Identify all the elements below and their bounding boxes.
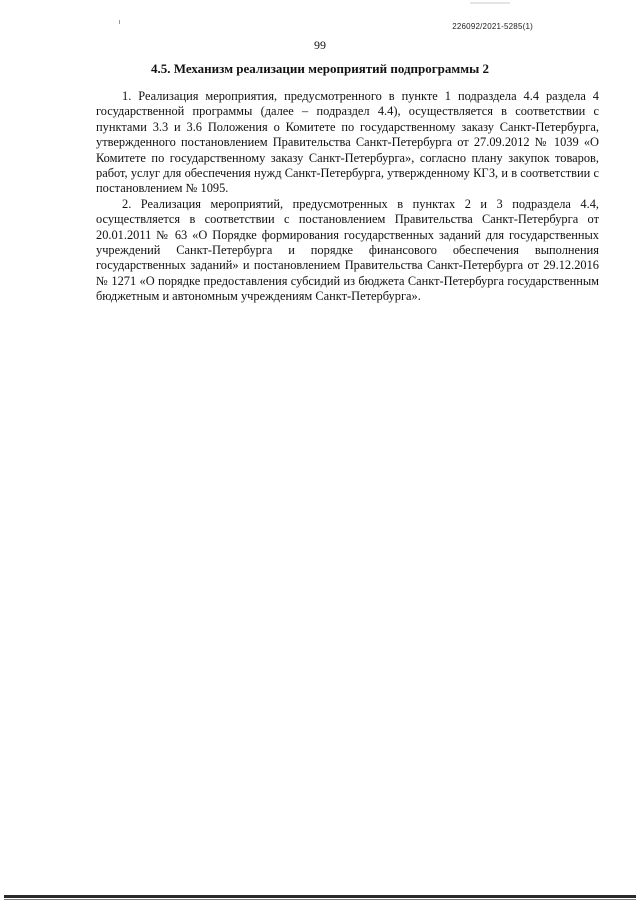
page-number: 99 bbox=[314, 38, 326, 52]
paragraph-2: 2. Реализация мероприятий, предусмотренных в пунктах 2 и 3 подраздела 4.4, осуществляется в соответствии с постановлением Правительства Санкт-Петербурга от 20.01.2011 № 63 «О Порядке формирования государственных заданий для государственных учреждений Санкт-Петербурга и порядке финансового обеспечения выполнения государственных заданий» и постановлением Правительства Санкт-Петербурга от 29.12.2016 № 1271 «О порядке предоставления субсидий из бюджета Санкт-Петербурга государственным бюджетным и автономным учреждениям Санкт-Петербурга». bbox=[96, 196, 599, 304]
document-id: 226092/2021-5285(1) bbox=[452, 22, 533, 31]
paragraph-1: 1. Реализация мероприятия, предусмотренного в пункте 1 подраздела 4.4 раздела 4 государственной программы (далее – подраздел 4.4), осуществляется в соответствии с пунктами 3.3 и 3.6 Положения о Комитете по государственному заказу Санкт-Петербурга, утвержденного постановлением Правительства Санкт-Петербурга от 27.09.2012 № 1039 «О Комитете по государственному заказу Санкт-Петербурга», согласно плану закупок товаров, работ, услуг для обеспечения нужд Санкт-Петербурга, утвержденному КГЗ, и в соответствии с постановлением № 1095. bbox=[96, 89, 599, 196]
scan-artifact bbox=[470, 2, 510, 4]
bottom-border-thin bbox=[4, 899, 636, 900]
body-text bbox=[96, 89, 599, 305]
bottom-border bbox=[4, 895, 636, 898]
scan-mark bbox=[119, 20, 120, 24]
section-title: 4.5. Механизм реализации мероприятий подпрограммы 2 bbox=[150, 61, 490, 76]
